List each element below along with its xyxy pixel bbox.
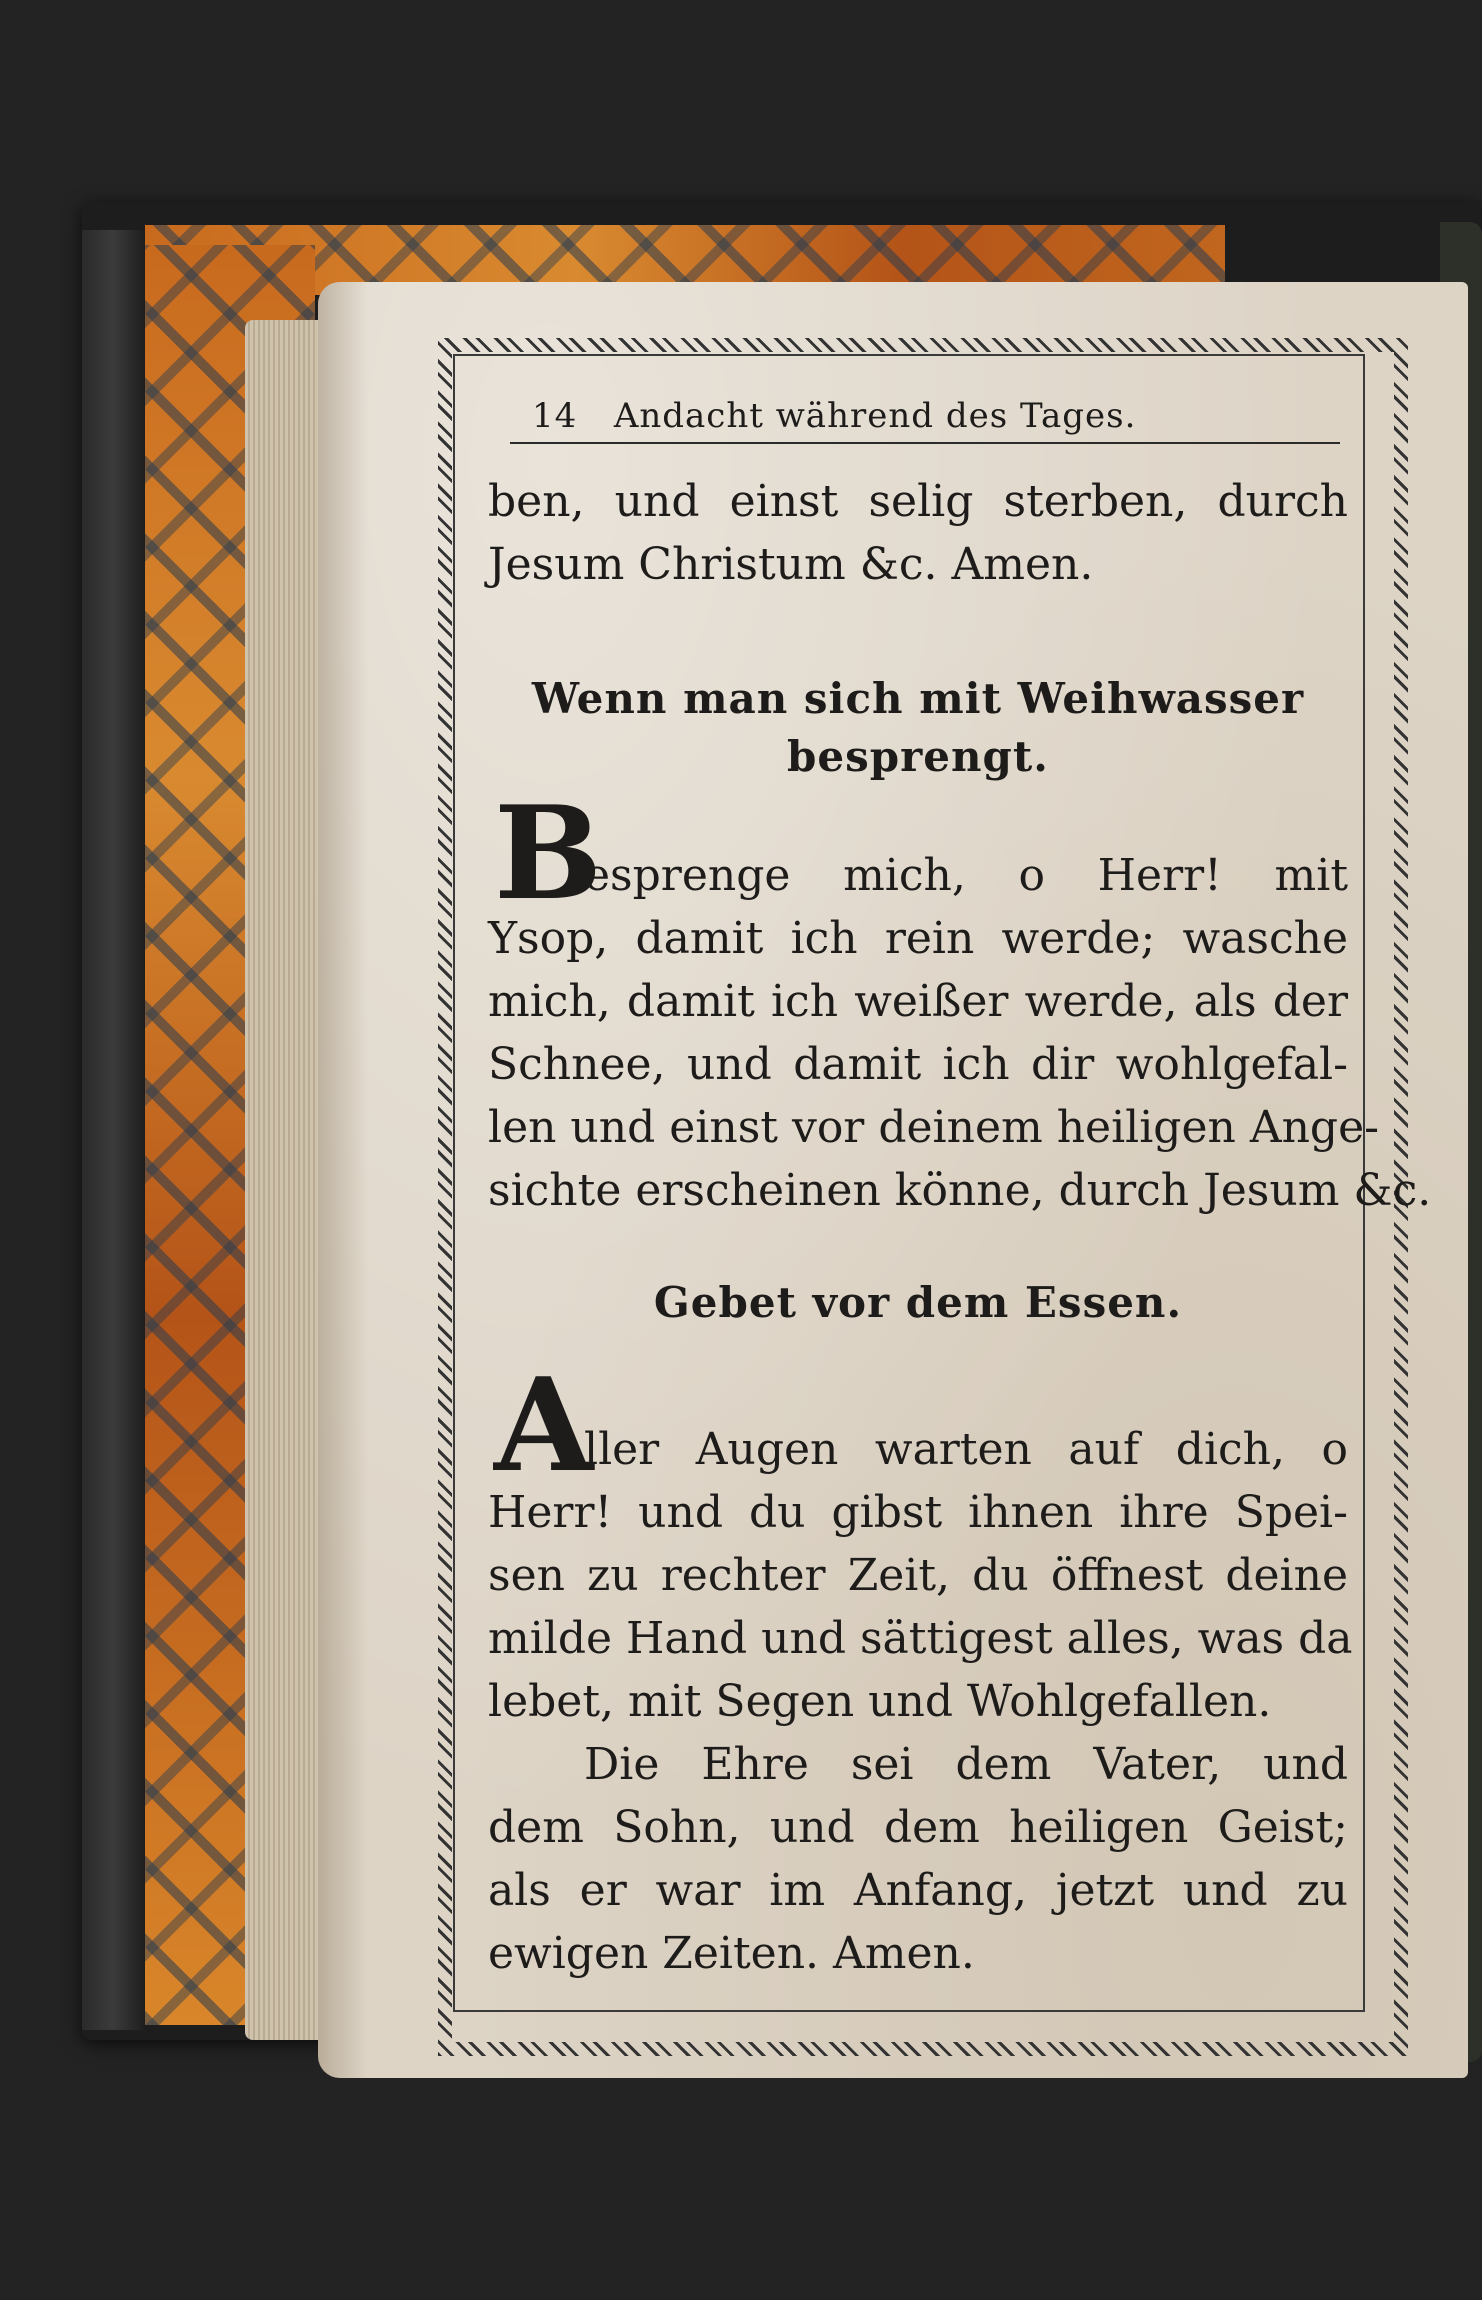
text-line: Schnee, und damit ich dir wohlgefal- [488,1039,1348,1090]
page-number: 14 [532,396,578,436]
section-heading-essen [488,1274,1348,1332]
text-line: ben, und einst selig sterben, durch [488,476,1348,527]
text-line: mich, damit ich weißer werde, als der [488,976,1348,1027]
heading-line: besprengt. [787,732,1049,781]
continuation-text [488,470,1348,596]
text-line: esprenge mich, o Herr! mit [584,850,1348,901]
heading-line: Gebet vor dem Essen. [653,1278,1183,1327]
text-line: len und einst vor deinem heiligen Ange- [488,1102,1379,1153]
text-line: ewigen Zeiten. Amen. [488,1928,975,1979]
page-edges [245,320,325,2040]
section-heading-weihwasser [488,670,1348,786]
section-body-essen [488,1418,1353,1985]
running-header [532,396,1332,442]
text-line: dem Sohn, und dem heiligen Geist; [488,1802,1348,1853]
text-line: Ysop, damit ich rein werde; wasche [488,913,1348,964]
text-line: sichte erscheinen könne, durch Jesum &c. [488,1165,1432,1216]
text-line: lebet, mit Segen und Wohlgefallen. [488,1676,1272,1727]
text-line: als er war im Anfang, jetzt und zu [488,1865,1348,1916]
page-gutter-shadow [318,282,368,2078]
header-rule [510,442,1340,444]
text-line: Die Ehre sei dem Vater, und [584,1739,1348,1790]
heading-line: Wenn man sich mit Weihwasser [531,674,1305,723]
drop-capital: B [494,779,603,929]
text-line: Herr! und du gibst ihnen ihre Spei- [488,1487,1348,1538]
text-line: Jesum Christum &c. Amen. [488,539,1094,590]
text-line: sen zu rechter Zeit, du öffnest deine [488,1550,1348,1601]
section-body-weihwasser [488,844,1432,1222]
text-line: milde Hand und sättigest alles, was da [488,1613,1353,1664]
book-spine [82,230,144,2030]
drop-capital: A [494,1351,594,1501]
running-title: Andacht während des Tages. [613,396,1137,436]
text-line: ller Augen warten auf dich, o [584,1424,1348,1475]
